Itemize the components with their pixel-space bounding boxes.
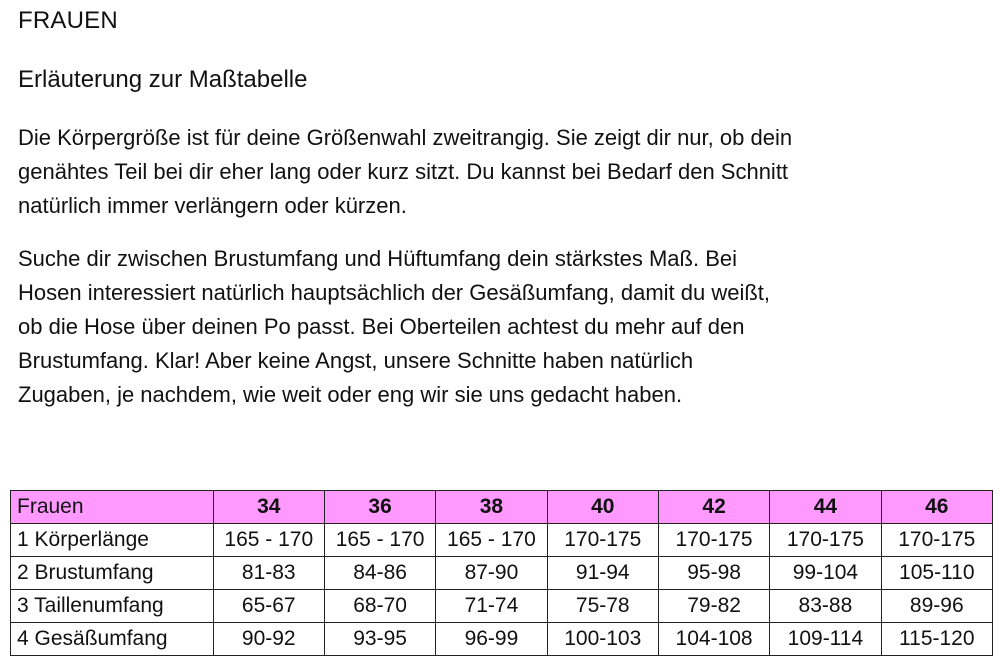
table-cell: 105-110: [881, 557, 992, 590]
page-heading: Erläuterung zur Maßtabelle: [18, 66, 308, 93]
paragraph-body-height: [18, 121, 978, 223]
table-cell: 165 - 170: [213, 524, 324, 557]
table-cell: 104-108: [658, 623, 769, 656]
section-label: FRAUEN: [18, 7, 118, 34]
size-table-body: [11, 524, 993, 656]
table-row-label: 1 Körperlänge: [11, 524, 214, 557]
table-header-row: [11, 491, 993, 524]
table-header-size: 34: [213, 491, 324, 524]
paragraph-line: Die Körpergröße ist für deine Größenwahl zweitrangig. Sie zeigt dir nur, ob dein: [18, 125, 793, 150]
table-cell: 99-104: [770, 557, 881, 590]
table-header-size: 46: [881, 491, 992, 524]
table-cell: 71-74: [436, 590, 547, 623]
table-cell: 115-120: [881, 623, 992, 656]
table-cell: 81-83: [213, 557, 324, 590]
size-table-header: [11, 491, 993, 524]
table-header-size: 40: [547, 491, 658, 524]
table-cell: 100-103: [547, 623, 658, 656]
table-cell: 170-175: [547, 524, 658, 557]
table-cell: 87-90: [436, 557, 547, 590]
table-header-size: 42: [658, 491, 769, 524]
table-cell: 165 - 170: [436, 524, 547, 557]
table-row-label: 4 Gesäßumfang: [11, 623, 214, 656]
table-cell: 90-92: [213, 623, 324, 656]
table-cell: 170-175: [658, 524, 769, 557]
table-row-label: 2 Brustumfang: [11, 557, 214, 590]
table-cell: 170-175: [770, 524, 881, 557]
table-cell: 68-70: [324, 590, 435, 623]
table-row: [11, 590, 993, 623]
table-cell: 91-94: [547, 557, 658, 590]
paragraph-line: genähtes Teil bei dir eher lang oder kurz sitzt. Du kannst bei Bedarf den Schnitt: [18, 159, 789, 184]
table-cell: 93-95: [324, 623, 435, 656]
table-row: [11, 623, 993, 656]
table-cell: 84-86: [324, 557, 435, 590]
table-header-size: 36: [324, 491, 435, 524]
paragraph-line: Hosen interessiert natürlich hauptsächlich der Gesäßumfang, damit du weißt,: [18, 280, 771, 305]
paragraph-measurement-advice: [18, 242, 978, 412]
paragraph-line: ob die Hose über deinen Po passt. Bei Oberteilen achtest du mehr auf den: [18, 314, 745, 339]
table-cell: 65-67: [213, 590, 324, 623]
paragraph-line: Suche dir zwischen Brustumfang und Hüftumfang dein stärkstes Maß. Bei: [18, 246, 738, 271]
table-cell: 109-114: [770, 623, 881, 656]
table-cell: 170-175: [881, 524, 992, 557]
table-cell: 89-96: [881, 590, 992, 623]
table-header-size: 44: [770, 491, 881, 524]
paragraph-line: Brustumfang. Klar! Aber keine Angst, unsere Schnitte haben natürlich: [18, 348, 694, 373]
table-cell: 95-98: [658, 557, 769, 590]
table-header-label: Frauen: [11, 491, 214, 524]
size-table: [10, 490, 993, 656]
table-row: [11, 557, 993, 590]
table-cell: 96-99: [436, 623, 547, 656]
table-row-label: 3 Taillenumfang: [11, 590, 214, 623]
table-cell: 79-82: [658, 590, 769, 623]
paragraph-line: Zugaben, je nachdem, wie weit oder eng wir sie uns gedacht haben.: [18, 382, 683, 407]
table-cell: 83-88: [770, 590, 881, 623]
table-header-size: 38: [436, 491, 547, 524]
table-row: [11, 524, 993, 557]
paragraph-line: natürlich immer verlängern oder kürzen.: [18, 193, 407, 218]
table-cell: 75-78: [547, 590, 658, 623]
table-cell: 165 - 170: [324, 524, 435, 557]
